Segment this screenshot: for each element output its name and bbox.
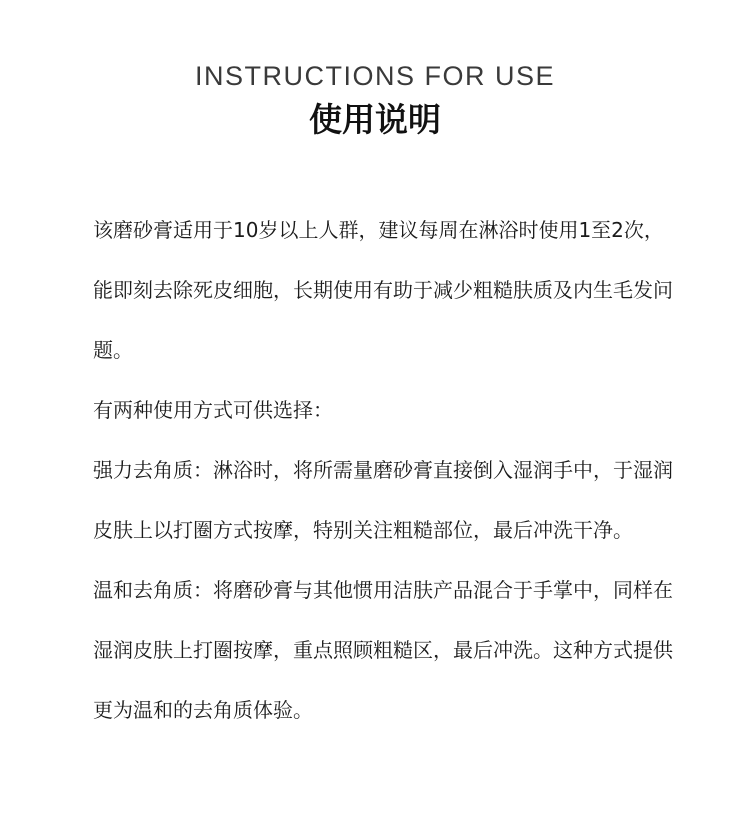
strong-exfoliation-paragraph: 强力去角质：淋浴时，将所需量磨砂膏直接倒入湿润手中，于湿润皮肤上以打圈方式按摩，特别关注粗糙部位，最后冲洗干净。: [93, 458, 673, 542]
title-chinese: 使用说明: [309, 100, 441, 139]
gentle-exfoliation-paragraph: 温和去角质：将磨砂膏与其他惯用洁肤产品混合于手掌中，同样在湿润皮肤上打圈按摩，重点照顾粗糙区，最后冲洗。这种方式提供更为温和的去角质体验。: [93, 578, 673, 722]
methods-paragraph: 有两种使用方式可供选择：: [93, 398, 333, 422]
title-english: INSTRUCTIONS FOR USE: [194, 61, 555, 91]
intro-paragraph: 该磨砂膏适用于10岁以上人群，建议每周在淋浴时使用1至2次，能即刻去除死皮细胞，长期使用有助于减少粗糙肤质及内生毛发问题。: [93, 218, 673, 362]
page-header: [0, 58, 750, 142]
instructions-body: [93, 200, 673, 740]
